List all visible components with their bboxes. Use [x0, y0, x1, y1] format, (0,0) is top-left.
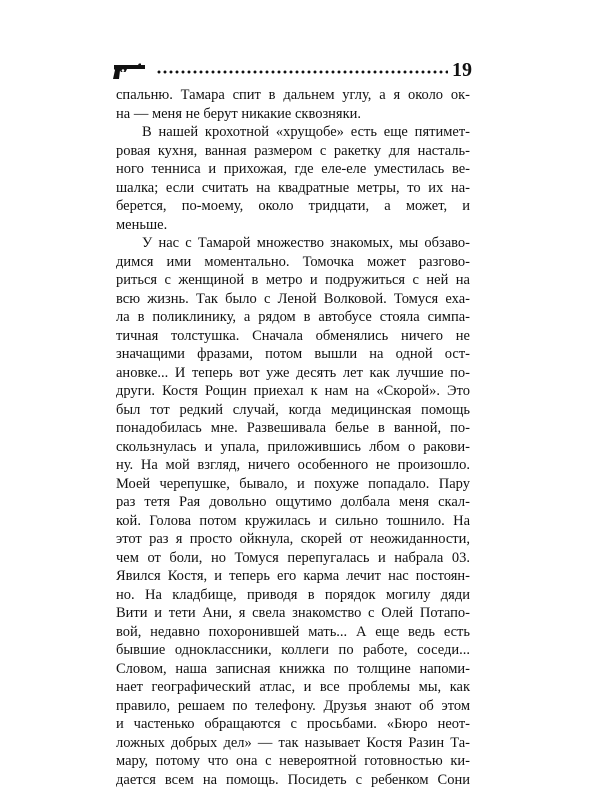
text-line: чем от боли, но Томуся перепугалась и набрала 03. [116, 549, 470, 568]
text-line: други. Костя Рощин приехал к нам на «Скорой». Это [116, 382, 470, 401]
paragraph [116, 234, 470, 789]
text-line: тичная толстушка. Сначала обменялись ничего не [116, 327, 470, 346]
text-line: ну. На мой взгляд, ничего особенного не произошло. [116, 456, 470, 475]
text-line: значащими фразами, потом вышли на одной ост- [116, 345, 470, 364]
paragraph [116, 86, 470, 123]
text-line: нает географический атлас, и все проблемы мы, как [116, 678, 470, 697]
revolver-icon [112, 62, 146, 80]
body-text [116, 86, 470, 789]
text-line: мару, потому что она с невероятной готовностью ки- [116, 752, 470, 771]
text-line: всю жизнь. Так было с Леной Волковой. Томуся еха- [116, 290, 470, 309]
text-line: риться с женщиной в метро и подружиться с ней на [116, 271, 470, 290]
paragraph [116, 123, 470, 234]
text-line: меньше. [116, 216, 470, 235]
text-line: понадобилась мне. Развешивала белье в ванной, по- [116, 419, 470, 438]
text-line: раз тетя Рая довольно ощутимо долбала меня скал- [116, 493, 470, 512]
text-line: кой. Голова потом кружилась и сильно тошнило. На [116, 512, 470, 531]
text-line: вой, недавно похоронившей мать... А еще ведь есть [116, 623, 470, 642]
text-line: ла в поликлинику, а рядом в автобусе стояла симпа- [116, 308, 470, 327]
text-line: на — меня не берут никакие сквозняки. [116, 105, 470, 124]
text-line: шалка; если считать на квадратные метры, то их на- [116, 179, 470, 198]
text-line: этот раз я просто ойкнула, скорей от неожиданности, [116, 530, 470, 549]
running-header [112, 58, 480, 86]
text-line: спальню. Тамара спит в дальнем углу, а я около ок- [116, 86, 470, 105]
text-line: дается всем на помощь. Посидеть с ребенком Сони [116, 771, 470, 789]
text-line: Вити и тети Ани, я свела знакомство с Олей Потапо- [116, 604, 470, 623]
text-line: В нашей крохотной «хрущобе» есть еще пятимет- [116, 123, 470, 142]
text-line: берется, по-моему, около тридцати, а может, и [116, 197, 470, 216]
text-line: но. На кладбище, приводя в порядок могилу дяди [116, 586, 470, 605]
text-line: У нас с Тамарой множество знакомых, мы обзаво- [116, 234, 470, 253]
text-line: димся ими моментально. Томочка может разгово- [116, 253, 470, 272]
text-line: ного тенниса и прихожая, где еле-еле уместилась ве- [116, 160, 470, 179]
dotted-rule [156, 70, 448, 74]
text-line: бывшие одноклассники, коллеги по работе, соседи... [116, 641, 470, 660]
page-number: 19 [452, 58, 472, 82]
text-line: Явился Костя, и теперь его карма лечит нас постоян- [116, 567, 470, 586]
text-line: ровая кухня, ванная размером с ракетку для насталь- [116, 142, 470, 161]
text-line: скользнулась и упала, приложившись лбом о ракови- [116, 438, 470, 457]
text-line: Моей черепушке, бывало, и похуже попадало. Пару [116, 475, 470, 494]
text-line: Словом, наша записная книжка по толщине напоми- [116, 660, 470, 679]
text-line: и частенько обращаются с просьбами. «Бюро неот- [116, 715, 470, 734]
text-line: был тот редкий случай, когда медицинская помощь [116, 401, 470, 420]
text-line: ложных добрых дел» — так называет Костя Разин Та- [116, 734, 470, 753]
text-line: ановке... И теперь вот уже десять лет как лучшие по- [116, 364, 470, 383]
text-line: правило, решаем по телефону. Друзья знают об этом [116, 697, 470, 716]
